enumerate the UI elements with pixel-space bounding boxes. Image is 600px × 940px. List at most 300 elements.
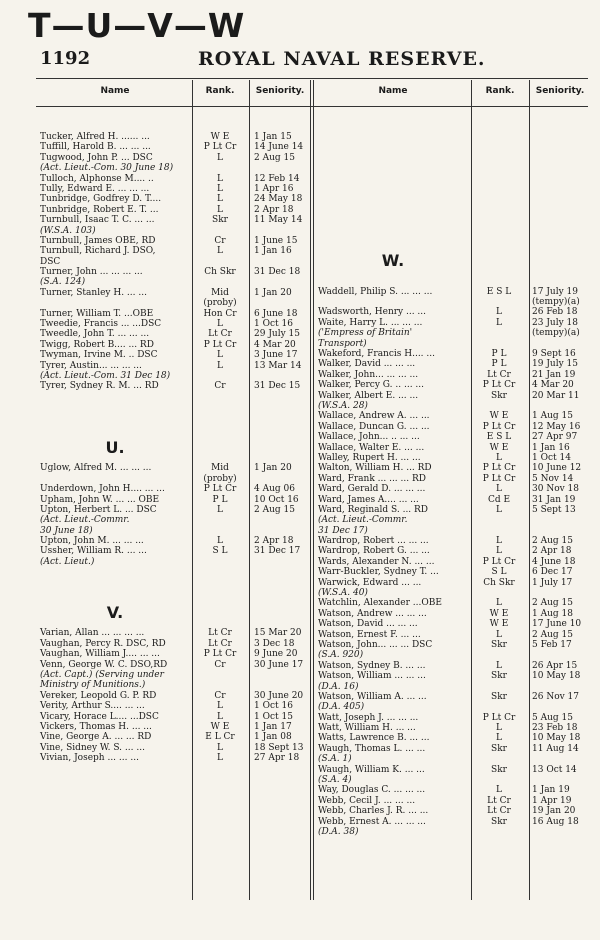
officer-name: Turner, John ... ... ... ... [40, 267, 143, 278]
officer-rank: P Lt Cr [482, 473, 516, 484]
officer-rank: W E [210, 132, 230, 142]
officer-name: Vivian, Joseph ... ... ... [40, 753, 139, 764]
entry-row [318, 495, 593, 505]
officer-name: (S.A. 920) [318, 650, 364, 661]
spacer [318, 174, 593, 184]
officer-name: Waugh, William K. ... ... [318, 764, 425, 775]
entry-row [40, 743, 310, 753]
officer-name: Warr-Buckler, Sydney T. ... [318, 567, 439, 578]
officer-seniority: 17 June 10 [532, 619, 582, 630]
officer-seniority: 30 Nov 18 [532, 484, 580, 495]
officer-rank: Lt Cr [208, 638, 232, 649]
officer-rank: P Lt Cr [203, 484, 237, 495]
entry-row [318, 744, 593, 754]
officer-rank: L [496, 546, 502, 557]
entry-row [40, 205, 310, 215]
entry-row [40, 712, 310, 722]
left-column [40, 132, 310, 763]
officer-name: Walley, Rupert H. ... ... [318, 452, 421, 463]
officer-seniority: 2 Apr 18 [532, 546, 572, 557]
entry-row [318, 422, 593, 432]
officer-seniority: 24 May 18 [254, 194, 303, 205]
officer-seniority: 19 Jan 20 [532, 806, 576, 817]
officer-rank: Skr [491, 743, 507, 754]
officer-name: DSC [40, 256, 61, 267]
entry-row [318, 463, 593, 473]
officer-name: Wallace, Andrew A. ... ... [318, 411, 430, 422]
officer-rank: W E [210, 721, 230, 732]
entry-row [40, 526, 310, 536]
officer-seniority: 15 Mar 20 [254, 628, 302, 639]
officer-rank: L [217, 183, 223, 194]
officer-rank: Ch Skr [483, 577, 515, 588]
officer-seniority: 4 Aug 06 [254, 484, 295, 495]
officer-name: Walton, William H. ... RD [318, 463, 432, 474]
entry-row [40, 628, 310, 638]
officer-rank: E S L [486, 286, 512, 297]
officer-name: Turner, William T. ...OBE [40, 308, 154, 319]
officer-name: Waugh, Thomas L. ... ... [318, 743, 426, 754]
officer-name: Waite, Harry L. ... ... ... [318, 317, 423, 328]
officer-seniority: 5 Sept 13 [532, 504, 576, 515]
entry-row [318, 287, 593, 297]
entry-row [318, 307, 593, 317]
officer-rank: Ch Skr [204, 267, 236, 278]
officer-name: Wallace, John... .. ... ... [318, 432, 420, 443]
officer-name: (W.S.A. 40) [318, 588, 368, 599]
entry-row [318, 557, 593, 567]
officer-seniority: 30 June 17 [254, 659, 304, 670]
officer-name: Watson, Sydney B. ... ... [318, 660, 426, 671]
spacer [40, 413, 310, 423]
entry-row [318, 661, 593, 671]
officer-name: Tyrer, Austin... ... ... ... [40, 360, 142, 371]
officer-seniority: 2 Apr 18 [254, 204, 294, 215]
officer-rank: L [217, 173, 223, 184]
officer-seniority: 30 June 20 [254, 690, 304, 701]
officer-seniority: 1 Jan 16 [532, 442, 570, 453]
officer-rank: Cd E [487, 494, 511, 505]
officer-name: Vickers, Thomas H. ... ... [40, 721, 152, 732]
officer-seniority: 10 Oct 16 [254, 494, 299, 505]
entry-row [318, 318, 593, 328]
entry-row [318, 453, 593, 463]
officer-name: (D.A. 38) [318, 827, 359, 837]
officer-name: Ward, Frank ... ... ... RD [318, 473, 426, 484]
officer-name: (S.A. 1) [318, 754, 352, 765]
officer-name: Vaughan, William J.... ... ... [40, 649, 160, 660]
entry-row [40, 680, 310, 690]
entry-row [318, 713, 593, 723]
officer-seniority: 2 Aug 15 [254, 152, 295, 163]
officer-seniority: 10 May 18 [532, 733, 581, 744]
officer-rank: L [496, 660, 502, 671]
entry-row [318, 515, 593, 525]
entry-row [40, 184, 310, 194]
page-number: 1192 [40, 48, 91, 69]
officer-seniority: 14 June 14 [254, 142, 304, 153]
officer-rank: Cr [214, 690, 226, 701]
entry-row [40, 381, 310, 391]
officer-name: Watson, Ernest F. ... ... [318, 629, 421, 640]
officer-seniority: 1 Jan 15 [254, 132, 292, 142]
entry-row [40, 670, 310, 680]
entry-row [318, 733, 593, 743]
officer-name: Transport) [318, 338, 367, 349]
officer-seniority: 29 July 15 [254, 329, 300, 340]
officer-rank: L [217, 246, 223, 257]
officer-name: (Act. Lieut.-Commr. [40, 515, 130, 526]
officer-rank: P Lt Cr [482, 556, 516, 567]
entry-row [40, 463, 310, 473]
entry-row [40, 557, 310, 567]
officer-name: Watson, David ... ... ... [318, 619, 418, 630]
officer-name: (W.S.A. 28) [318, 400, 368, 411]
officer-name: Vine, Sidney W. S. ... ... [40, 742, 145, 753]
officer-rank: Mid [211, 287, 229, 298]
officer-seniority: 27 Apr 18 [254, 753, 300, 764]
officer-name: 30 June 18) [40, 525, 93, 536]
entry-row [318, 609, 593, 619]
officer-rank: W E [489, 608, 509, 619]
officer-rank: S L [491, 567, 507, 578]
officer-seniority: 1 Apr 19 [532, 795, 572, 806]
officer-rank: Skr [491, 764, 507, 775]
entry-row [318, 546, 593, 556]
entry-row [318, 630, 593, 640]
spacer [40, 423, 310, 433]
officer-name: Wardrop, Robert G. ... ... [318, 546, 430, 557]
officer-seniority: 1 Jan 20 [254, 287, 292, 298]
officer-rank: Cr [214, 659, 226, 670]
officer-name: Twyman, Irvine M. .. DSC [40, 350, 158, 361]
spacer [318, 226, 593, 236]
officer-name: Vaughan, Percy R. DSC, RD [40, 638, 166, 649]
officer-rank: Cr [214, 235, 226, 246]
officer-name: Verity, Arthur S.... ... ... [40, 701, 145, 712]
spacer [40, 392, 310, 402]
entry-row [40, 174, 310, 184]
officer-seniority: 1 Oct 16 [254, 701, 293, 712]
entry-row [318, 474, 593, 484]
officer-seniority: 23 July 18 [532, 317, 578, 328]
entry-row [40, 649, 310, 659]
officer-rank: L [496, 307, 502, 318]
officer-seniority: (tempy)(a) [532, 297, 580, 308]
officer-rank: L [496, 598, 502, 609]
officer-seniority: 13 Mar 14 [254, 360, 302, 371]
entry-row [318, 765, 593, 775]
spacer [318, 153, 593, 163]
entry-row [318, 391, 593, 401]
entry-row [318, 567, 593, 577]
officer-seniority: 26 Feb 18 [532, 307, 578, 318]
entry-row [318, 796, 593, 806]
entry-row [318, 443, 593, 453]
spacer [318, 205, 593, 215]
officer-name: Walker, Albert E. ... ... [318, 390, 419, 401]
entry-row [40, 163, 310, 173]
officer-rank: P Lt Cr [482, 380, 516, 391]
officer-name: Watt, William H. ... ... [318, 723, 416, 734]
officer-rank: Lt Cr [208, 329, 232, 340]
officer-name: Upton, Herbert L. ... DSC [40, 504, 157, 515]
officer-seniority: 5 Feb 17 [532, 639, 572, 650]
officer-seniority: 31 Dec 15 [254, 381, 301, 392]
officer-rank: L [496, 536, 502, 547]
officer-seniority: 21 Jan 19 [532, 369, 576, 380]
officer-rank: W E [489, 411, 509, 422]
spacer [318, 184, 593, 194]
entry-row [318, 775, 593, 785]
officer-name: Watchlin, Alexander ...OBE [318, 598, 442, 609]
officer-seniority: 12 May 16 [532, 421, 581, 432]
officer-seniority: 1 July 17 [532, 577, 573, 588]
entry-row [40, 236, 310, 246]
officer-seniority: 4 Mar 20 [532, 380, 574, 391]
entry-row [318, 640, 593, 650]
officer-name: Turnbull, Richard J. DSO, [40, 246, 156, 257]
officer-name: Watson, William A. ... ... [318, 691, 427, 702]
officer-seniority: 1 Oct 15 [254, 711, 293, 722]
officer-seniority: 11 Aug 14 [532, 743, 579, 754]
officer-name: (Act. Lieut.-Com. 31 Dec 18) [40, 370, 171, 381]
entry-row [318, 723, 593, 733]
officer-seniority: 1 Jan 08 [254, 732, 292, 743]
entry-row [40, 350, 310, 360]
entry-row [318, 297, 593, 307]
officer-seniority: 31 Dec 17 [254, 546, 301, 557]
entry-row [40, 371, 310, 381]
officer-seniority: 27 Apr 97 [532, 432, 578, 443]
entry-row [318, 692, 593, 702]
spacer [318, 276, 593, 286]
entry-row [318, 806, 593, 816]
entry-row [40, 691, 310, 701]
officer-rank: P Lt Cr [482, 463, 516, 474]
officer-name: Vine, George A. ... ... RD [40, 732, 152, 743]
officer-rank: L [496, 484, 502, 495]
officer-seniority: 1 Jan 20 [254, 463, 292, 474]
officer-seniority: 26 Apr 15 [532, 660, 578, 671]
entry-row [318, 702, 593, 712]
officer-rank: L [217, 319, 223, 330]
entry-row [40, 257, 310, 267]
officer-name: Vereker, Leopold G. P. RD [40, 690, 157, 701]
entry-row [318, 484, 593, 494]
officer-seniority: 1 Oct 14 [532, 452, 571, 463]
entry-row [318, 401, 593, 411]
entry-row [318, 370, 593, 380]
officer-name: (Act. Capt.) (Serving under [40, 669, 164, 680]
officer-rank: L [496, 785, 502, 796]
entry-row [40, 515, 310, 525]
officer-name: Wallace, Duncan G. ... ... [318, 421, 430, 432]
officer-seniority: 1 Oct 16 [254, 319, 293, 330]
entry-row [318, 339, 593, 349]
officer-seniority: 13 Oct 14 [532, 764, 577, 775]
spacer [318, 194, 593, 204]
header-top-rule [36, 78, 588, 79]
page-title: ROYAL NAVAL RESERVE. [198, 48, 486, 70]
spacer [318, 132, 593, 142]
entry-row [40, 329, 310, 339]
entry-row [40, 639, 310, 649]
officer-seniority: 1 Aug 18 [532, 608, 573, 619]
entry-row [318, 650, 593, 660]
section-letters: T—U—V—W [28, 6, 246, 45]
officer-seniority: 1 Jan 16 [254, 246, 292, 257]
officer-seniority: 23 Feb 18 [532, 723, 578, 734]
officer-seniority: 6 June 18 [254, 308, 298, 319]
officer-rank: L [496, 317, 502, 328]
officer-rank: Skr [491, 816, 507, 827]
officer-seniority: 20 Mar 11 [532, 390, 580, 401]
officer-name: Twigg, Robert B.... ... RD [40, 339, 154, 350]
entry-row [40, 215, 310, 225]
officer-rank: L [217, 194, 223, 205]
officer-rank: P Lt Cr [482, 421, 516, 432]
center-rule-b [313, 80, 314, 900]
officer-name: Tweedle, John T. ... ... ... [40, 329, 150, 340]
officer-rank: Mid [211, 463, 229, 474]
entry-row [40, 753, 310, 763]
entry-row [40, 226, 310, 236]
officer-name: Wadsworth, Henry ... ... [318, 307, 427, 318]
entry-row [318, 671, 593, 681]
officer-name: Upham, John W. ... ... OBE [40, 494, 160, 505]
entry-row [40, 319, 310, 329]
entry-row [40, 309, 310, 319]
officer-name: Wakeford, Francis H.... ... [318, 349, 435, 360]
officer-rank: E L Cr [205, 732, 235, 743]
officer-seniority: 6 Dec 17 [532, 567, 573, 578]
officer-seniority: 1 June 15 [254, 235, 298, 246]
officer-name: Varian, Allan ... ... ... ... [40, 628, 145, 639]
spacer [318, 163, 593, 173]
officer-name: (S.A. 4) [318, 775, 352, 786]
officer-rank: L [217, 711, 223, 722]
entry-row [40, 142, 310, 152]
entry-row [318, 578, 593, 588]
officer-name: Walker, David ... ... ... [318, 359, 416, 370]
left-seniority-header: Seniority. [255, 86, 305, 96]
officer-rank: E S L [486, 432, 512, 443]
officer-name: Tully, Edward E. ... ... ... [40, 183, 150, 194]
officer-seniority: 4 Mar 20 [254, 339, 296, 350]
entry-row [40, 153, 310, 163]
entry-row [40, 361, 310, 371]
officer-name: Watt, Joseph J. ... ... ... [318, 712, 419, 723]
officer-name: Tunbridge, Godfrey D. T.... [40, 194, 162, 205]
officer-rank: P Lt Cr [203, 142, 237, 153]
officer-rank: P Lt Cr [203, 339, 237, 350]
officer-name: Upton, John M. ... ... ... [40, 536, 144, 547]
officer-seniority: 12 Feb 14 [254, 173, 300, 184]
officer-rank: S L [212, 546, 228, 557]
entry-row [40, 474, 310, 484]
officer-rank: P L [491, 349, 507, 360]
officer-rank: Hon Cr [203, 308, 237, 319]
entry-row [318, 505, 593, 515]
officer-seniority: 18 Sept 13 [254, 742, 304, 753]
officer-seniority: 9 Sept 16 [532, 349, 576, 360]
officer-rank: L [496, 723, 502, 734]
officer-rank: Lt Cr [487, 369, 511, 380]
spacer [40, 567, 310, 577]
officer-name: Tunbridge, Robert E. T. ... [40, 204, 159, 215]
entry-row [318, 754, 593, 764]
officer-name: Turner, Stanley H. ... ... [40, 287, 147, 298]
officer-seniority: 1 Aug 15 [532, 411, 573, 422]
officer-rank: L [217, 536, 223, 547]
officer-rank: Lt Cr [487, 806, 511, 817]
officer-name: Tucker, Alfred H. ...... ... [40, 132, 150, 142]
entry-row [40, 277, 310, 287]
officer-name: Waddell, Philip S. ... ... ... [318, 286, 433, 297]
officer-seniority: 16 Aug 18 [532, 816, 579, 827]
officer-rank: P Lt Cr [203, 649, 237, 660]
officer-rank: W E [489, 442, 509, 453]
entry-row [40, 194, 310, 204]
officer-seniority: 10 May 18 [532, 671, 581, 682]
officer-seniority: 2 Aug 15 [532, 598, 573, 609]
officer-rank: Lt Cr [487, 795, 511, 806]
spacer [318, 215, 593, 225]
section-letter: W. [381, 251, 405, 271]
officer-rank: L [496, 733, 502, 744]
spacer [318, 142, 593, 152]
officer-name: 31 Dec 17) [318, 525, 368, 536]
officer-rank: L [217, 753, 223, 764]
officer-rank: L [217, 701, 223, 712]
right-rank-header: Rank. [485, 86, 515, 96]
officer-rank: L [496, 504, 502, 515]
officer-rank: Lt Cr [208, 628, 232, 639]
officer-name: Ward, James A.... ... ... [318, 494, 419, 505]
officer-rank: P L [212, 494, 228, 505]
entry-row [318, 536, 593, 546]
officer-name: Vicary, Horace L.... ...DSC [40, 711, 159, 722]
officer-seniority: 2 Aug 15 [254, 504, 295, 515]
officer-name: Way, Douglas C. ... ... ... [318, 785, 426, 796]
entry-row [40, 246, 310, 256]
entry-row [318, 411, 593, 421]
officer-name: Turnbull, James OBE, RD [40, 235, 156, 246]
officer-rank: (proby) [203, 473, 237, 484]
officer-seniority: 10 June 12 [532, 463, 582, 474]
officer-name: (Act. Lieut.-Com. 30 June 18) [40, 163, 174, 174]
left-name-header: Name [100, 86, 130, 96]
officer-rank: Cr [214, 381, 226, 392]
officer-name: (Act. Lieut.-Commr. [318, 515, 408, 526]
officer-name: Wallace, Walter E. ... ... [318, 442, 425, 453]
entry-row [40, 132, 310, 142]
entry-row [318, 817, 593, 827]
entry-row [40, 505, 310, 515]
entry-row [318, 432, 593, 442]
entry-row [318, 619, 593, 629]
entry-row [318, 380, 593, 390]
officer-seniority: 19 July 15 [532, 359, 578, 370]
entry-row [318, 328, 593, 338]
officer-name: Wards, Alexander N. ... ... [318, 556, 435, 567]
officer-seniority: 2 Aug 15 [532, 629, 573, 640]
officer-rank: P Lt Cr [482, 712, 516, 723]
officer-name: (S.A. 124) [40, 277, 86, 288]
officer-rank: W E [489, 619, 509, 630]
spacer [318, 236, 593, 246]
